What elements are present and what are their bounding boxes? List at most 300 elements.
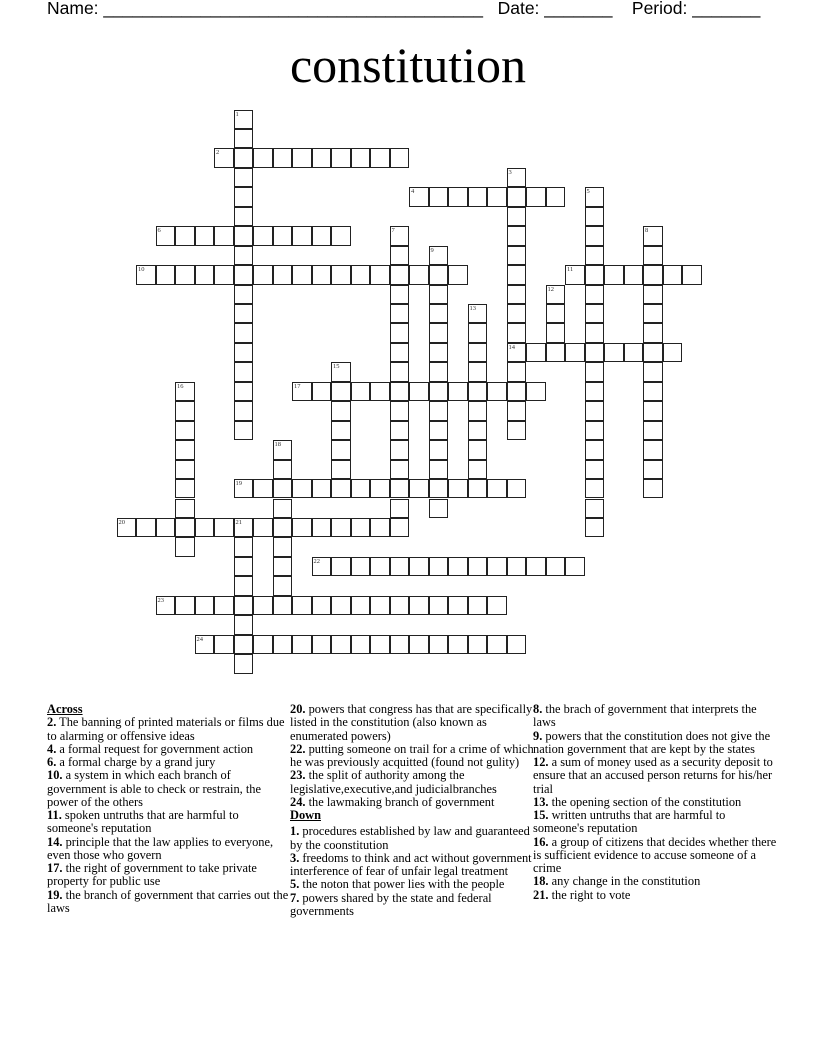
- grid-cell[interactable]: [643, 421, 663, 440]
- grid-cell[interactable]: [448, 187, 468, 206]
- grid-cell[interactable]: [331, 265, 351, 284]
- grid-cell[interactable]: [273, 518, 293, 537]
- grid-cell[interactable]: [546, 343, 566, 362]
- grid-cell[interactable]: [507, 246, 527, 265]
- grid-cell[interactable]: [429, 187, 449, 206]
- grid-cell[interactable]: [429, 440, 449, 459]
- grid-cell[interactable]: [390, 226, 410, 245]
- grid-cell[interactable]: [292, 635, 312, 654]
- grid-cell[interactable]: [253, 596, 273, 615]
- grid-cell[interactable]: [136, 265, 156, 284]
- clue-number: 9: [430, 246, 434, 254]
- grid-cell[interactable]: [429, 246, 449, 265]
- grid-cell[interactable]: [624, 343, 644, 362]
- grid-cell[interactable]: [585, 207, 605, 226]
- clue-item-number: 24.: [290, 794, 306, 809]
- grid-cell[interactable]: [429, 343, 449, 362]
- grid-cell[interactable]: [585, 246, 605, 265]
- grid-cell[interactable]: [429, 596, 449, 615]
- grid-cell[interactable]: [331, 362, 351, 381]
- grid-cell[interactable]: [253, 518, 273, 537]
- grid-cell[interactable]: [175, 382, 195, 401]
- grid-cell[interactable]: [565, 265, 585, 284]
- puzzle-title: constitution: [289, 37, 527, 93]
- grid-cell[interactable]: [468, 304, 488, 323]
- grid-cell[interactable]: [273, 479, 293, 498]
- grid-cell[interactable]: [507, 421, 527, 440]
- grid-cell[interactable]: [585, 382, 605, 401]
- grid-cell[interactable]: [234, 596, 254, 615]
- grid-cell[interactable]: [292, 479, 312, 498]
- grid-cell[interactable]: [234, 615, 254, 634]
- grid-cell[interactable]: [331, 401, 351, 420]
- clue-number: 17: [294, 382, 301, 390]
- clue-item-number: 21.: [533, 887, 549, 902]
- grid-cell[interactable]: [507, 187, 527, 206]
- grid-cell[interactable]: [682, 265, 702, 284]
- grid-cell[interactable]: [273, 265, 293, 284]
- clue-item: [533, 875, 778, 888]
- clue-item-number: 13.: [533, 794, 549, 809]
- grid-cell[interactable]: [643, 304, 663, 323]
- grid-cell[interactable]: [585, 265, 605, 284]
- grid-cell[interactable]: [585, 499, 605, 518]
- grid-cell[interactable]: [234, 382, 254, 401]
- grid-cell[interactable]: [351, 148, 371, 167]
- name-label: Name:: [47, 0, 99, 18]
- grid-cell[interactable]: [351, 382, 371, 401]
- grid-cell[interactable]: [390, 440, 410, 459]
- grid-cell[interactable]: [663, 265, 683, 284]
- grid-cell[interactable]: [214, 635, 234, 654]
- grid-cell[interactable]: [390, 421, 410, 440]
- grid-cell[interactable]: [565, 343, 585, 362]
- grid-cell[interactable]: [234, 110, 254, 129]
- grid-cell[interactable]: [390, 265, 410, 284]
- grid-cell[interactable]: [468, 343, 488, 362]
- grid-cell[interactable]: [312, 518, 332, 537]
- clue-item: [290, 878, 535, 891]
- grid-cell[interactable]: [487, 479, 507, 498]
- clue-item-text: the split of authority among the legislative,executive,and judicialbranches: [290, 768, 497, 796]
- grid-cell[interactable]: [175, 499, 195, 518]
- grid-cell[interactable]: [175, 537, 195, 556]
- clue-item-number: 2.: [47, 715, 57, 730]
- grid-cell[interactable]: [390, 596, 410, 615]
- clue-item: [47, 756, 292, 769]
- grid-cell[interactable]: [195, 596, 215, 615]
- grid-cell[interactable]: [507, 401, 527, 420]
- grid-cell[interactable]: [585, 421, 605, 440]
- grid-cell[interactable]: [390, 343, 410, 362]
- grid-cell[interactable]: [214, 148, 234, 167]
- grid-cell[interactable]: [546, 285, 566, 304]
- grid-cell[interactable]: [585, 479, 605, 498]
- clue-item-number: 15.: [533, 808, 549, 822]
- grid-cell[interactable]: [292, 382, 312, 401]
- grid-cell[interactable]: [273, 576, 293, 595]
- grid-cell[interactable]: [390, 148, 410, 167]
- grid-cell[interactable]: [507, 285, 527, 304]
- grid-cell[interactable]: [643, 323, 663, 342]
- grid-cell[interactable]: [643, 382, 663, 401]
- grid-cell[interactable]: [507, 323, 527, 342]
- grid-cell[interactable]: [390, 460, 410, 479]
- clue-item-text: the branch of government that carries out the laws: [47, 887, 289, 915]
- grid-cell[interactable]: [526, 557, 546, 576]
- grid-cell[interactable]: [409, 557, 429, 576]
- grid-cell[interactable]: [370, 265, 390, 284]
- grid-cell[interactable]: [429, 265, 449, 284]
- grid-cell[interactable]: [195, 226, 215, 245]
- grid-cell[interactable]: [273, 226, 293, 245]
- grid-cell[interactable]: [312, 265, 332, 284]
- grid-cell[interactable]: [351, 265, 371, 284]
- grid-cell[interactable]: [175, 479, 195, 498]
- grid-cell[interactable]: [390, 401, 410, 420]
- grid-cell[interactable]: [507, 304, 527, 323]
- grid-cell[interactable]: [585, 518, 605, 537]
- grid-cell[interactable]: [468, 440, 488, 459]
- grid-cell[interactable]: [253, 148, 273, 167]
- clue-item: [290, 825, 535, 852]
- grid-cell[interactable]: [351, 635, 371, 654]
- clues-column-1: [47, 703, 292, 915]
- grid-cell[interactable]: [487, 635, 507, 654]
- grid-cell[interactable]: [643, 479, 663, 498]
- grid-cell[interactable]: [156, 518, 176, 537]
- grid-cell[interactable]: [351, 479, 371, 498]
- grid-cell[interactable]: [234, 323, 254, 342]
- grid-cell[interactable]: [370, 557, 390, 576]
- grid-cell[interactable]: [370, 382, 390, 401]
- grid-cell[interactable]: [292, 148, 312, 167]
- grid-cell[interactable]: [234, 576, 254, 595]
- grid-cell[interactable]: [409, 187, 429, 206]
- clue-item-text: the right to vote: [551, 887, 631, 902]
- grid-cell[interactable]: [273, 148, 293, 167]
- name-field[interactable]: _______________________________________: [103, 0, 483, 18]
- grid-cell[interactable]: [526, 187, 546, 206]
- grid-cell[interactable]: [643, 265, 663, 284]
- grid-cell[interactable]: [331, 226, 351, 245]
- grid-cell[interactable]: [234, 635, 254, 654]
- grid-cell[interactable]: [429, 421, 449, 440]
- grid-cell[interactable]: [429, 635, 449, 654]
- grid-cell[interactable]: [331, 382, 351, 401]
- grid-cell[interactable]: [292, 265, 312, 284]
- grid-cell[interactable]: [585, 440, 605, 459]
- grid-cell[interactable]: [351, 596, 371, 615]
- grid-cell[interactable]: [643, 440, 663, 459]
- grid-cell[interactable]: [175, 460, 195, 479]
- grid-cell[interactable]: [234, 129, 254, 148]
- grid-cell[interactable]: [409, 265, 429, 284]
- grid-cell[interactable]: [214, 265, 234, 284]
- grid-cell[interactable]: [643, 343, 663, 362]
- grid-cell[interactable]: [585, 343, 605, 362]
- grid-cell[interactable]: [351, 518, 371, 537]
- grid-cell[interactable]: [331, 440, 351, 459]
- grid-cell[interactable]: [507, 635, 527, 654]
- grid-cell[interactable]: [643, 362, 663, 381]
- grid-cell[interactable]: [604, 343, 624, 362]
- grid-cell[interactable]: [429, 479, 449, 498]
- clue-number: 14: [508, 343, 515, 351]
- grid-cell[interactable]: [273, 499, 293, 518]
- period-label: Period:: [631, 0, 688, 18]
- grid-cell[interactable]: [409, 635, 429, 654]
- grid-cell[interactable]: [468, 635, 488, 654]
- grid-cell[interactable]: [331, 596, 351, 615]
- grid-cell[interactable]: [175, 440, 195, 459]
- grid-cell[interactable]: [351, 557, 371, 576]
- grid-cell[interactable]: [468, 362, 488, 381]
- grid-cell[interactable]: [643, 401, 663, 420]
- grid-cell[interactable]: [175, 421, 195, 440]
- grid-cell[interactable]: [487, 596, 507, 615]
- grid-cell[interactable]: [526, 343, 546, 362]
- grid-cell[interactable]: [390, 479, 410, 498]
- grid-cell[interactable]: [175, 226, 195, 245]
- grid-cell[interactable]: [468, 460, 488, 479]
- grid-cell[interactable]: [507, 362, 527, 381]
- grid-cell[interactable]: [507, 168, 527, 187]
- grid-cell[interactable]: [273, 596, 293, 615]
- grid-cell[interactable]: [507, 557, 527, 576]
- grid-cell[interactable]: [273, 537, 293, 556]
- grid-cell[interactable]: [234, 557, 254, 576]
- grid-cell[interactable]: [156, 226, 176, 245]
- grid-cell[interactable]: [331, 518, 351, 537]
- grid-cell[interactable]: [214, 226, 234, 245]
- grid-cell[interactable]: [409, 596, 429, 615]
- grid-cell[interactable]: [234, 421, 254, 440]
- grid-cell[interactable]: [234, 518, 254, 537]
- grid-cell[interactable]: [507, 479, 527, 498]
- grid-cell[interactable]: [507, 382, 527, 401]
- grid-cell[interactable]: [195, 518, 215, 537]
- grid-cell[interactable]: [429, 362, 449, 381]
- grid-cell[interactable]: [390, 304, 410, 323]
- grid-cell[interactable]: [468, 382, 488, 401]
- grid-cell[interactable]: [234, 187, 254, 206]
- clue-item-text: a formal charge by a grand jury: [59, 755, 216, 769]
- grid-cell[interactable]: [273, 635, 293, 654]
- grid-cell[interactable]: [234, 362, 254, 381]
- grid-cell[interactable]: [273, 460, 293, 479]
- grid-cell[interactable]: [546, 187, 566, 206]
- grid-cell[interactable]: [390, 518, 410, 537]
- grid-cell[interactable]: [175, 518, 195, 537]
- grid-cell[interactable]: [429, 499, 449, 518]
- grid-cell[interactable]: [624, 265, 644, 284]
- grid-cell[interactable]: [409, 479, 429, 498]
- grid-cell[interactable]: [370, 148, 390, 167]
- grid-cell[interactable]: [468, 479, 488, 498]
- clue-item-number: 3.: [290, 850, 300, 865]
- grid-cell[interactable]: [468, 421, 488, 440]
- grid-cell[interactable]: [234, 479, 254, 498]
- grid-cell[interactable]: [331, 557, 351, 576]
- grid-cell[interactable]: [546, 323, 566, 342]
- grid-cell[interactable]: [331, 479, 351, 498]
- grid-cell[interactable]: [331, 421, 351, 440]
- grid-cell[interactable]: [234, 401, 254, 420]
- grid-cell[interactable]: [390, 285, 410, 304]
- grid-cell[interactable]: [507, 265, 527, 284]
- grid-cell[interactable]: [370, 635, 390, 654]
- grid-cell[interactable]: [195, 265, 215, 284]
- grid-cell[interactable]: [234, 207, 254, 226]
- grid-cell[interactable]: [643, 226, 663, 245]
- grid-cell[interactable]: [468, 596, 488, 615]
- grid-cell[interactable]: [429, 401, 449, 420]
- grid-cell[interactable]: [565, 557, 585, 576]
- grid-cell[interactable]: [448, 265, 468, 284]
- grid-cell[interactable]: [234, 654, 254, 673]
- clue-item-number: 4.: [47, 741, 57, 756]
- clue-item: [533, 703, 778, 730]
- grid-cell[interactable]: [468, 187, 488, 206]
- grid-cell[interactable]: [448, 596, 468, 615]
- grid-cell[interactable]: [234, 537, 254, 556]
- grid-cell[interactable]: [234, 343, 254, 362]
- grid-cell[interactable]: [604, 265, 624, 284]
- grid-cell[interactable]: [331, 635, 351, 654]
- grid-cell[interactable]: [585, 362, 605, 381]
- grid-cell[interactable]: [643, 246, 663, 265]
- grid-cell[interactable]: [585, 323, 605, 342]
- grid-cell[interactable]: [643, 285, 663, 304]
- grid-cell[interactable]: [253, 265, 273, 284]
- grid-cell[interactable]: [156, 265, 176, 284]
- grid-cell[interactable]: [468, 401, 488, 420]
- grid-cell[interactable]: [429, 323, 449, 342]
- grid-cell[interactable]: [448, 557, 468, 576]
- grid-cell[interactable]: [390, 635, 410, 654]
- grid-cell[interactable]: [487, 382, 507, 401]
- grid-cell[interactable]: [585, 401, 605, 420]
- grid-cell[interactable]: [175, 596, 195, 615]
- grid-cell[interactable]: [390, 362, 410, 381]
- grid-cell[interactable]: [585, 226, 605, 245]
- grid-cell[interactable]: [312, 479, 332, 498]
- grid-cell[interactable]: [390, 499, 410, 518]
- grid-cell[interactable]: [448, 479, 468, 498]
- grid-cell[interactable]: [234, 304, 254, 323]
- grid-cell[interactable]: [312, 635, 332, 654]
- grid-cell[interactable]: [585, 187, 605, 206]
- grid-cell[interactable]: [526, 382, 546, 401]
- grid-cell[interactable]: [312, 596, 332, 615]
- grid-cell[interactable]: [468, 557, 488, 576]
- grid-cell[interactable]: [390, 323, 410, 342]
- grid-cell[interactable]: [234, 226, 254, 245]
- grid-cell[interactable]: [234, 265, 254, 284]
- clue-item-text: powers that congress has that are specifically listed in the constitution (also known as enumerated powers): [290, 702, 533, 743]
- grid-cell[interactable]: [292, 518, 312, 537]
- clue-number: 21: [235, 518, 242, 526]
- grid-cell[interactable]: [487, 557, 507, 576]
- grid-cell[interactable]: [253, 226, 273, 245]
- grid-cell[interactable]: [253, 479, 273, 498]
- date-field[interactable]: _______: [544, 0, 613, 18]
- grid-cell[interactable]: [273, 440, 293, 459]
- grid-cell[interactable]: [117, 518, 137, 537]
- clue-number: 24: [196, 635, 203, 643]
- grid-cell[interactable]: [234, 285, 254, 304]
- grid-cell[interactable]: [331, 148, 351, 167]
- clue-item-text: the noton that power lies with the people: [302, 877, 505, 892]
- grid-cell[interactable]: [312, 557, 332, 576]
- grid-cell[interactable]: [546, 304, 566, 323]
- clue-item: [533, 889, 778, 902]
- grid-cell[interactable]: [331, 460, 351, 479]
- down-heading: Down: [290, 808, 321, 822]
- grid-cell[interactable]: [312, 382, 332, 401]
- clue-number: 4: [411, 188, 415, 196]
- grid-cell[interactable]: [234, 168, 254, 187]
- grid-cell[interactable]: [468, 323, 488, 342]
- grid-cell[interactable]: [390, 382, 410, 401]
- grid-cell[interactable]: [390, 246, 410, 265]
- grid-cell[interactable]: [429, 304, 449, 323]
- grid-cell[interactable]: [175, 401, 195, 420]
- grid-cell[interactable]: [429, 382, 449, 401]
- grid-cell[interactable]: [175, 265, 195, 284]
- grid-cell[interactable]: [156, 596, 176, 615]
- grid-cell[interactable]: [195, 635, 215, 654]
- grid-cell[interactable]: [585, 285, 605, 304]
- grid-cell[interactable]: [507, 226, 527, 245]
- grid-cell[interactable]: [429, 460, 449, 479]
- grid-cell[interactable]: [370, 596, 390, 615]
- grid-cell[interactable]: [546, 557, 566, 576]
- grid-cell[interactable]: [390, 557, 410, 576]
- grid-cell[interactable]: [507, 343, 527, 362]
- grid-cell[interactable]: [448, 635, 468, 654]
- grid-cell[interactable]: [214, 596, 234, 615]
- grid-cell[interactable]: [214, 518, 234, 537]
- clue-number: 7: [391, 227, 395, 235]
- grid-cell[interactable]: [643, 460, 663, 479]
- grid-cell[interactable]: [253, 635, 273, 654]
- grid-cell[interactable]: [487, 187, 507, 206]
- grid-cell[interactable]: [585, 304, 605, 323]
- clue-item-number: 18.: [533, 874, 549, 889]
- grid-cell[interactable]: [663, 343, 683, 362]
- grid-cell[interactable]: [292, 226, 312, 245]
- grid-cell[interactable]: [234, 246, 254, 265]
- grid-cell[interactable]: [448, 382, 468, 401]
- grid-cell[interactable]: [312, 226, 332, 245]
- grid-cell[interactable]: [370, 479, 390, 498]
- grid-cell[interactable]: [292, 596, 312, 615]
- period-field[interactable]: _______: [692, 0, 761, 18]
- grid-cell[interactable]: [136, 518, 156, 537]
- grid-cell[interactable]: [429, 557, 449, 576]
- grid-cell[interactable]: [429, 285, 449, 304]
- grid-cell[interactable]: [585, 460, 605, 479]
- grid-cell[interactable]: [409, 382, 429, 401]
- grid-cell[interactable]: [312, 148, 332, 167]
- clue-number: 18: [274, 441, 281, 449]
- grid-cell[interactable]: [370, 518, 390, 537]
- grid-cell[interactable]: [234, 148, 254, 167]
- grid-cell[interactable]: [507, 207, 527, 226]
- grid-cell[interactable]: [273, 557, 293, 576]
